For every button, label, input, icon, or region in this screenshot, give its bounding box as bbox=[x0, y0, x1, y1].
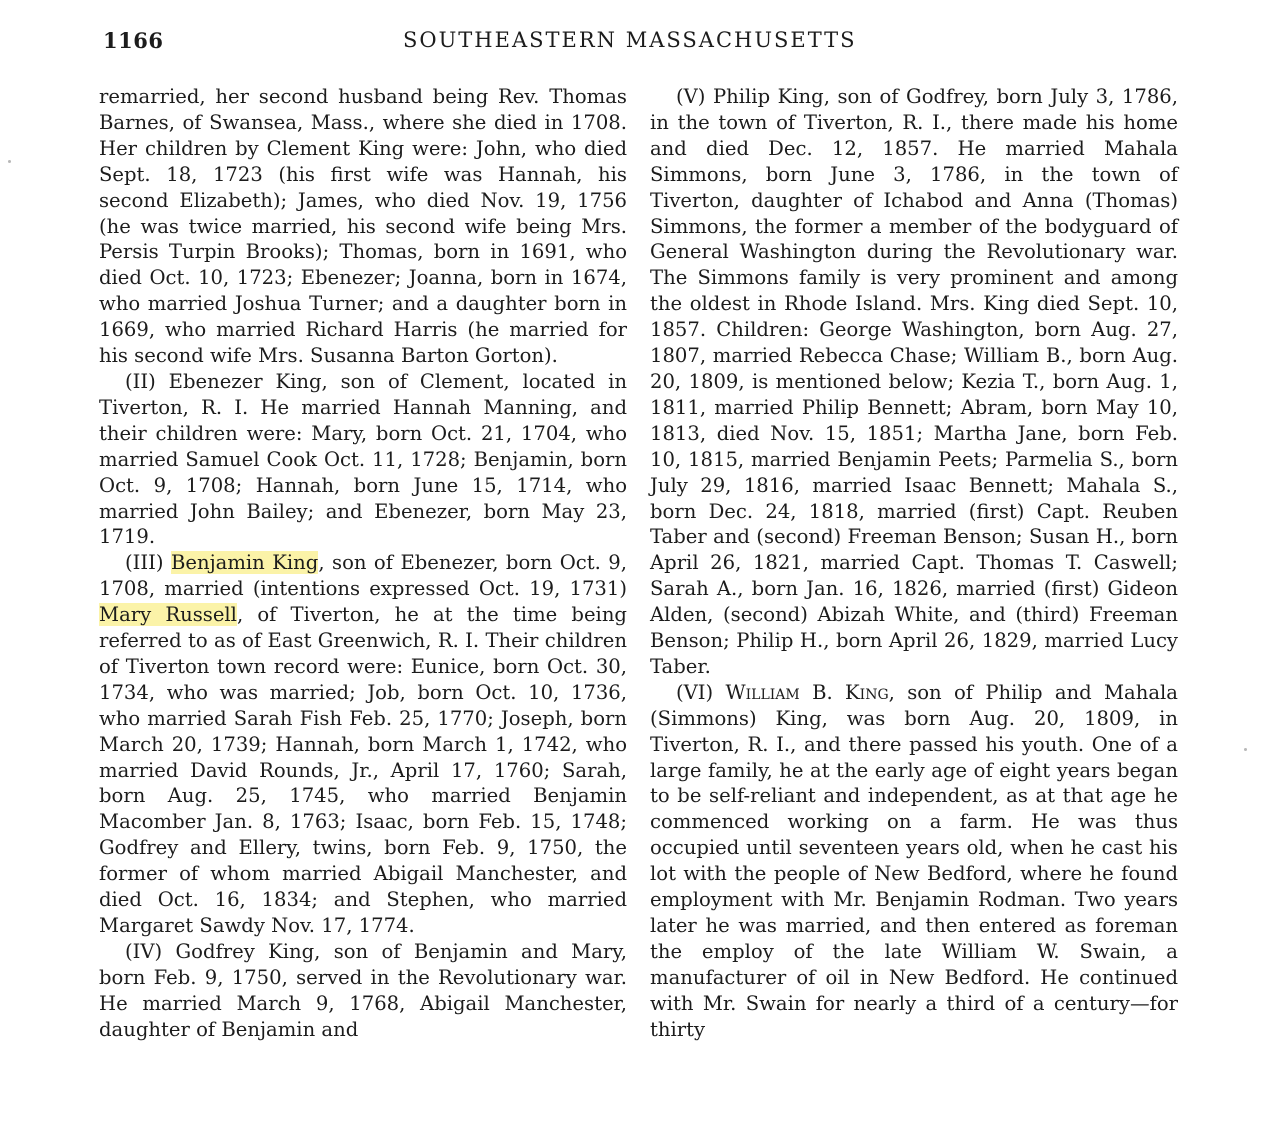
paragraph-text: , son of Philip and Mahala (Simmons) King, was born Aug. 20, 1809, in Tiverton, R. I., and there passed his youth. One of a large family, he at the early age of eight years began to be self-reliant and independent, as at that age he commenced working on a farm. He was thus occupied until seventeen years old, when he cast his lot with the people of New Bedford, where he found employment with Mr. Benjamin Rodman. Two years later he was married, and then entered as foreman the employ of the late William W. Swain, a manufacturer of oil in New Bedford. He continued with Mr. Swain for nearly a third of a century—for thirty bbox=[650, 680, 1178, 1041]
highlighted-name-mary-russell: Mary Russell bbox=[99, 603, 237, 627]
paragraph-continued: remarried, her second husband being Rev. Thomas Barnes, of Swansea, Mass., where she died in 1708. Her children by Clement King were: John, who died Sept. 18, 1723 (his first wife was Hannah, his second Elizabeth); James, who died Nov. 19, 1756 (he was twice married, his second wife being Mrs. Persis Turpin Brooks); Thomas, born in 1691, who died Oct. 10, 1723; Ebenezer; Joanna, born in 1674, who married Joshua Turner; and a daughter born in 1669, who married Richard Harris (he married for his second wife Mrs. Susanna Barton Gorton). bbox=[99, 85, 627, 368]
paragraph-text: , son of Ebenezer, born Oct. 9, 1708, married (intentions expressed Oct. 19, 1731) bbox=[99, 551, 627, 601]
left-column bbox=[99, 84, 627, 1043]
page-number: 1166 bbox=[103, 28, 164, 53]
name-william-b-king: William B. King bbox=[725, 680, 889, 704]
page-header bbox=[103, 24, 883, 58]
paragraph-ebenezer-king: (II) Ebenezer King, son of Clement, located in Tiverton, R. I. He married Hannah Manning, and their children were: Mary, born Oct. 21, 1704, who married Samuel Cook Oct. 11, 1728; Benjamin, born Oct. 9, 1708; Hannah, born June 15, 1714, who married John Bailey; and Ebenezer, born May 23, 1719. bbox=[99, 369, 627, 549]
scan-speck bbox=[8, 160, 11, 163]
paragraph-philip-king: (V) Philip King, son of Godfrey, born July 3, 1786, in the town of Tiverton, R. I., there made his home and died Dec. 12, 1857. He married Mahala Simmons, born June 3, 1786, in the town of Tiverton, daughter of Ichabod and Anna (Thomas) Simmons, the former a member of the bodyguard of General Washington during the Revolutionary war. The Simmons family is very prominent and among the oldest in Rhode Island. Mrs. King died Sept. 10, 1857. Children: George Washington, born Aug. 27, 1807, married Rebecca Chase; William B., born Aug. 20, 1809, is mentioned below; Kezia T., born Aug. 1, 1811, married Philip Bennett; Abram, born May 10, 1813, died Nov. 15, 1851; Martha Jane, born Feb. 10, 1815, married Benjamin Peets; Parmelia S., born July 29, 1816, married Isaac Bennett; Mahala S., born Dec. 24, 1818, married (first) Capt. Reuben Taber and (second) Freeman Benson; Susan H., born April 26, 1821, married Capt. Thomas T. Caswell; Sarah A., born Jan. 16, 1826, married (first) Gideon Alden, (second) Abizah White, and (third) Freeman Benson; Philip H., born April 26, 1829, married Lucy Taber. bbox=[650, 85, 1178, 678]
generation-label: (VI) bbox=[676, 680, 726, 704]
paragraph-text: , of Tiverton, he at the time being referred to as of East Greenwich, R. I. Their children of Tiverton town record were: Eunice, born Oct. 30, 1734, who was married; Job, born Oct. 10, 1736, who married Sarah Fish Feb. 25, 1770; Joseph, born March 20, 1739; Hannah, born March 1, 1742, who married David Rounds, Jr., April 17, 1760; Sarah, born Aug. 25, 1745, who married Benjamin Macomber Jan. 8, 1763; Isaac, born Feb. 15, 1748; Godfrey and Ellery, twins, born Feb. 9, 1750, the former of whom married Abigail Manchester, and died Oct. 16, 1834; and Stephen, who married Margaret Sawdy Nov. 17, 1774. bbox=[99, 603, 627, 937]
right-column bbox=[650, 84, 1178, 1043]
generation-label: (III) bbox=[125, 551, 171, 575]
running-title: SOUTHEASTERN MASSACHUSETTS bbox=[403, 28, 857, 52]
paragraph-william-b-king bbox=[650, 680, 1178, 1043]
scan-speck bbox=[1244, 748, 1247, 751]
paragraph-benjamin-king bbox=[99, 550, 627, 939]
paragraph-godfrey-king: (IV) Godfrey King, son of Benjamin and Mary, born Feb. 9, 1750, served in the Revolutionary war. He married March 9, 1768, Abigail Manchester, daughter of Benjamin and bbox=[99, 939, 627, 1041]
highlighted-name-benjamin-king: Benjamin King bbox=[170, 551, 319, 575]
